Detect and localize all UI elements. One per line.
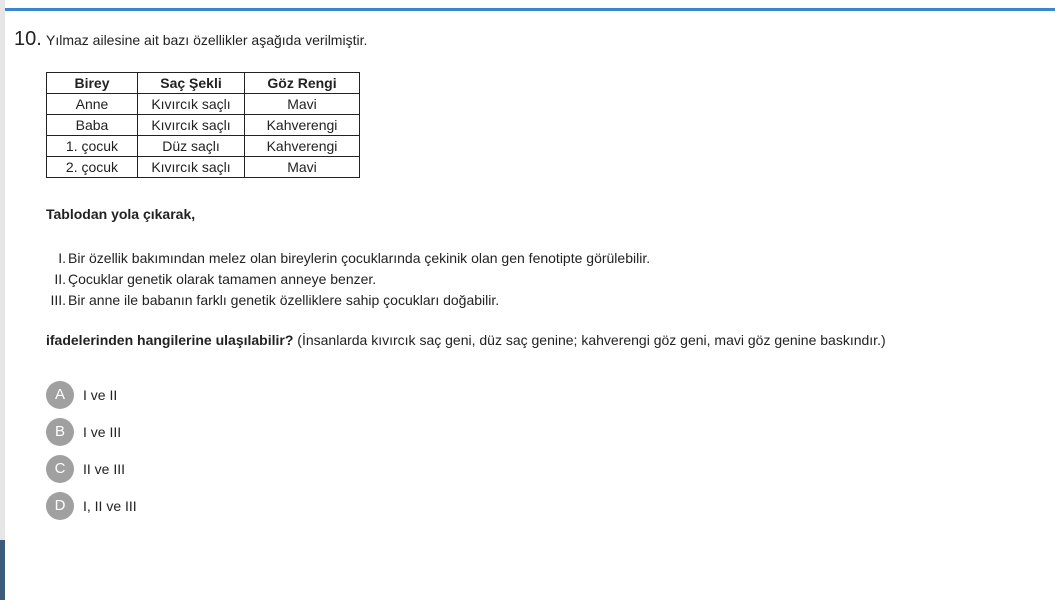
table-cell: 2. çocuk: [47, 157, 138, 178]
top-accent-bar: [5, 8, 1055, 11]
table-header-row: [47, 73, 360, 94]
table-row: [47, 157, 360, 178]
option-text[interactable]: II ve III: [83, 460, 126, 477]
answer-option-b[interactable]: [46, 413, 137, 450]
statement-list: [46, 248, 650, 311]
answer-option-d[interactable]: [46, 487, 137, 524]
option-text[interactable]: I ve III: [83, 423, 122, 440]
table-row: [47, 115, 360, 136]
option-letter-badge[interactable]: D: [46, 492, 74, 520]
table-cell: Mavi: [245, 157, 360, 178]
question-prompt: [46, 332, 886, 348]
column-header-birey: Birey: [47, 73, 138, 94]
table-cell: Düz saçlı: [138, 136, 245, 157]
option-text[interactable]: I ve II: [83, 386, 118, 403]
table-cell: Kıvırcık saçlı: [138, 94, 245, 115]
option-letter-badge[interactable]: A: [46, 381, 74, 409]
table-cell: Baba: [47, 115, 138, 136]
table-row: [47, 136, 360, 157]
table-cell: Anne: [47, 94, 138, 115]
left-edge-strip: [0, 0, 5, 600]
statement-number: II.: [54, 271, 66, 287]
statement-item: [46, 290, 650, 311]
statement-text: Çocuklar genetik olarak tamamen anneye benzer.: [68, 271, 377, 287]
question-lead: Tablodan yola çıkarak,: [46, 206, 196, 222]
question-block: [14, 28, 1044, 514]
question-prompt-bold: ifadelerinden hangilerine ulaşılabilir?: [46, 332, 294, 348]
answer-options: [46, 376, 137, 524]
table-cell: Kıvırcık saçlı: [138, 157, 245, 178]
column-header-sac-sekli: Saç Şekli: [138, 73, 245, 94]
statement-text: Bir anne ile babanın farklı genetik özelliklere sahip çocukları doğabilir.: [68, 292, 500, 308]
statement-text: Bir özellik bakımından melez olan bireylerin çocuklarında çekinik olan gen fenotipte görülebilir.: [68, 250, 651, 266]
statement-item: [46, 269, 650, 290]
answer-option-a[interactable]: [46, 376, 137, 413]
table-cell: Kahverengi: [245, 136, 360, 157]
traits-table: [46, 72, 360, 178]
option-letter-badge[interactable]: C: [46, 455, 74, 483]
statement-number: I.: [58, 250, 66, 266]
table-row: [47, 94, 360, 115]
column-header-goz-rengi: Göz Rengi: [245, 73, 360, 94]
question-prompt-note: (İnsanlarda kıvırcık saç geni, düz saç genine; kahverengi göz geni, mavi göz genine baskındır.): [293, 332, 886, 348]
option-text[interactable]: I, II ve III: [83, 497, 137, 514]
statement-item: [46, 248, 650, 269]
table-cell: Kahverengi: [245, 115, 360, 136]
left-edge-accent: [0, 540, 5, 600]
table-cell: 1. çocuk: [47, 136, 138, 157]
answer-option-c[interactable]: [46, 450, 137, 487]
question-intro: Yılmaz ailesine ait bazı özellikler aşağıda verilmiştir.: [46, 32, 368, 48]
option-letter-badge[interactable]: B: [46, 418, 74, 446]
table-cell: Kıvırcık saçlı: [138, 115, 245, 136]
question-number: 10.: [14, 28, 42, 50]
statement-number: III.: [50, 292, 66, 308]
question-header: [14, 28, 1044, 51]
table-cell: Mavi: [245, 94, 360, 115]
